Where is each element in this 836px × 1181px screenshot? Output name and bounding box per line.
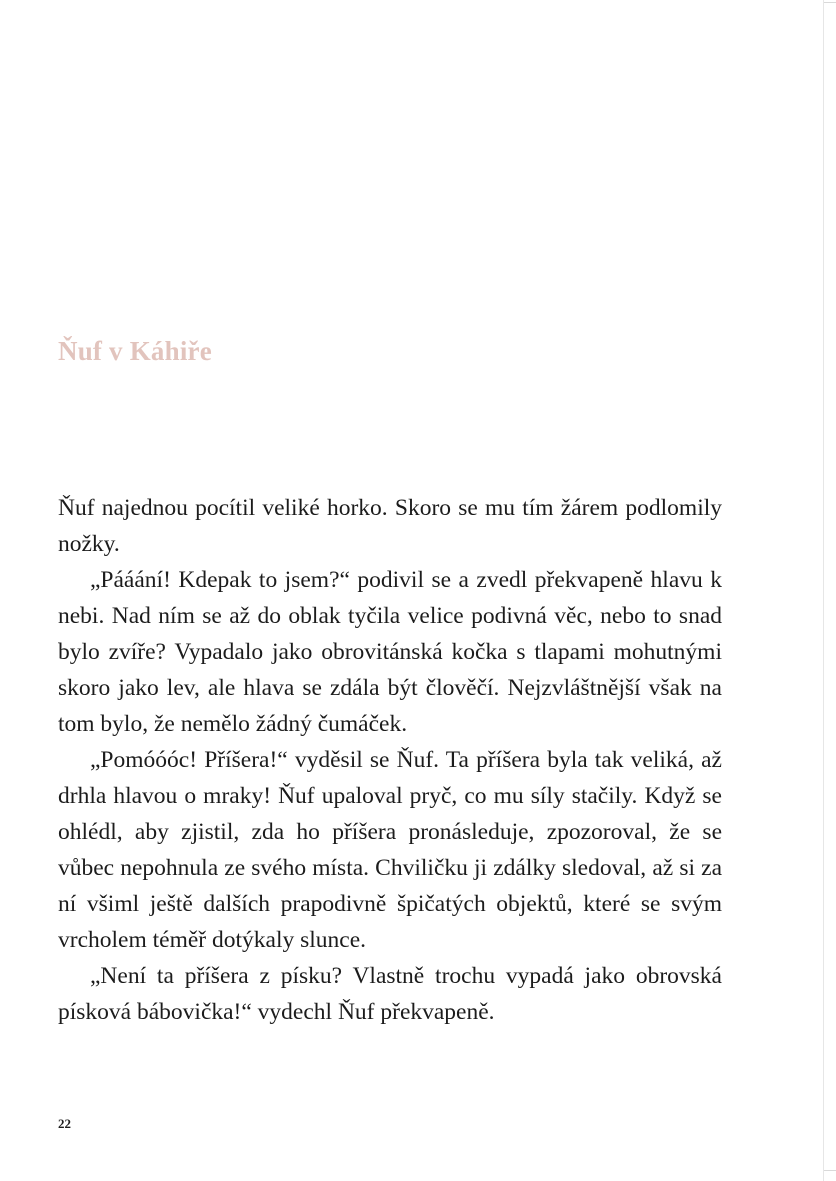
paragraph-2: „Pááání! Kdepak to jsem?“ podivil se a zvedl překvapeně hlavu k nebi. Nad ním se až do oblak tyčila velice podivná věc, nebo to snad bylo zvíře? Vypadalo jako obrovitánská kočka s tlapami mohutnými skoro jako lev, ale hlava se zdála být člověčí. Nejzvláštnější však na tom bylo, že nemělo žádný čumáček.	[58, 567, 722, 737]
paragraph-4: „Není ta příšera z písku? Vlastně trochu vypadá jako obrovská písková bábovička!“ vydechl Ňuf překvapeně.	[58, 963, 722, 1025]
page-edge-line	[823, 0, 824, 1181]
paragraph-1: Ňuf najednou pocítil veliké horko. Skoro se mu tím žárem podlomily nožky.	[58, 495, 722, 557]
chapter-body	[58, 490, 722, 1030]
page-number: 22	[58, 1116, 71, 1131]
page-edge-tick-bottom	[824, 1170, 836, 1171]
chapter-title: Ňuf v Káhiře	[58, 336, 212, 366]
page-edge-tick-top	[824, 2, 836, 3]
paragraph-3: „Pomóóóc! Příšera!“ vyděsil se Ňuf. Ta příšera byla tak veliká, až drhla hlavou o mraky! Ňuf upaloval pryč, co mu síly stačily. Když se ohlédl, aby zjistil, zda ho příšera pronásleduje, zpozoroval, že se vůbec nepohnula ze svého místa. Chviličku ji zdálky sledoval, až si za ní všiml ještě dalších prapodivně špičatých objektů, které se svým vrcholem téměř dotýkaly slunce.	[58, 747, 722, 953]
